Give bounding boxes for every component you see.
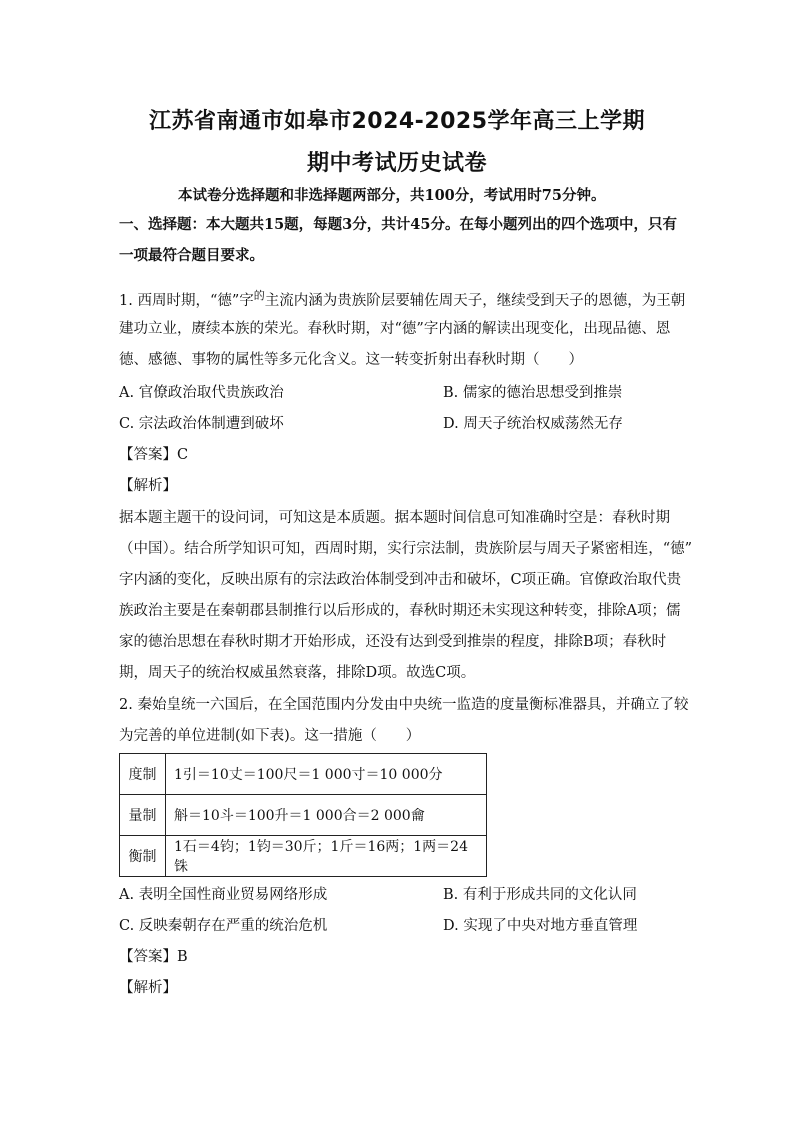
exam-title-line2: 期中考试历史试卷 <box>306 151 487 176</box>
q1-answer: 【答案】C <box>119 447 189 463</box>
units-table <box>119 753 487 877</box>
q2-option-d: D. 实现了中央对地方垂直管理 <box>443 918 638 934</box>
table-cell-system: 量制 <box>120 795 166 836</box>
q1-analysis-label: 【解析】 <box>119 478 177 494</box>
q1-analysis-line: 家的德治思想在春秋时期才开始形成，还没有达到受到推崇的程度，排除B项；春秋时 <box>119 634 667 650</box>
table-cell-units: 1引＝10丈＝100尺＝1 000寸＝10 000分 <box>166 754 487 795</box>
q1-analysis-line: 族政治主要是在秦朝郡县制推行以后形成的，春秋时期还未实现这种转变，排除A项；儒 <box>119 603 681 619</box>
q2-option-b: B. 有利于形成共同的文化认同 <box>443 887 637 903</box>
q1-stem-line1 <box>119 286 685 311</box>
q2-option-a: A. 表明全国性商业贸易网络形成 <box>119 887 328 903</box>
q2-stem-line1: 2. 秦始皇统一六国后，在全国范围内分发由中央统一监造的度量衡标准器具，并确立了较 <box>119 697 689 713</box>
table-row <box>120 836 487 877</box>
q2-option-c: C. 反映秦朝存在严重的统治危机 <box>119 918 328 934</box>
q1-stem-line3: 德、感德、事物的属性等多元化含义。这一转变折射出春秋时期（ ） <box>119 352 583 368</box>
section-heading-line2: 一项最符合题目要求。 <box>119 247 264 264</box>
q1-stem-part1: 1. 西周时期，“德”字 <box>119 292 254 309</box>
q1-option-c: C. 宗法政治体制遭到破坏 <box>119 416 284 432</box>
q1-stem-superscript: 的 <box>253 289 265 302</box>
q2-stem-line2: 为完善的单位进制(如下表)。这一措施（ ） <box>119 728 421 744</box>
table-cell-system: 衡制 <box>120 836 166 877</box>
section-heading-line1: 一、选择题：本大题共15题，每题3分，共计45分。在每小题列出的四个选项中，只有 <box>119 216 677 233</box>
q1-analysis-line: （中国）。结合所学知识可知，西周时期，实行宗法制，贵族阶层与周天子紧密相连，“德” <box>119 541 693 557</box>
q1-option-b: B. 儒家的德治思想受到推崇 <box>443 385 623 401</box>
table-cell-units: 1石＝4钧；1钧＝30斤；1斤＝16两；1两＝24铢 <box>166 836 487 877</box>
q2-answer: 【答案】B <box>119 949 188 965</box>
q1-stem-part2: 主流内涵为贵族阶层要辅佐周天子，继续受到天子的恩德，为王朝 <box>264 292 686 309</box>
table-cell-units: 斛＝10斗＝100升＝1 000合＝2 000龠 <box>166 795 487 836</box>
q1-stem-line2: 建功立业，赓续本族的荣光。春秋时期，对“德”字内涵的解读出现变化，出现品德、恩 <box>119 321 671 337</box>
q1-analysis-line: 期，周天子的统治权威虽然衰落，排除D项。故选C项。 <box>119 665 476 681</box>
q1-analysis-line: 字内涵的变化，反映出原有的宗法政治体制受到冲击和破坏，C项正确。官僚政治取代贵 <box>119 572 682 588</box>
table-row <box>120 754 487 795</box>
table-cell-system: 度制 <box>120 754 166 795</box>
q1-option-a: A. 官僚政治取代贵族政治 <box>119 385 284 401</box>
exam-info: 本试卷分选择题和非选择题两部分，共100分，考试用时75分钟。 <box>178 187 606 204</box>
q1-option-d: D. 周天子统治权威荡然无存 <box>443 416 623 432</box>
exam-title-line1: 江苏省南通市如皋市2024-2025学年高三上学期 <box>148 109 646 134</box>
q1-analysis-line: 据本题主题干的设问词，可知这是本质题。据本题时间信息可知准确时空是：春秋时期 <box>119 510 670 526</box>
q2-analysis-label: 【解析】 <box>119 980 177 996</box>
table-row <box>120 795 487 836</box>
